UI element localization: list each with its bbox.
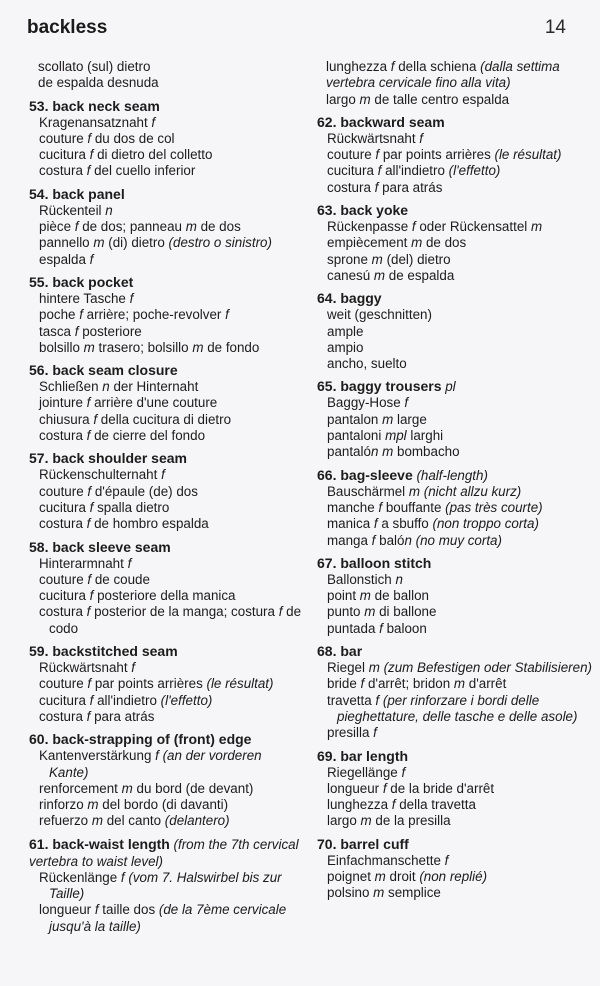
dictionary-entry <box>29 362 304 444</box>
translation-line: longueur f de la bride d'arrêt <box>327 780 495 796</box>
translation-line: hintere Tasche f <box>39 290 134 306</box>
entry-note: pl <box>441 379 456 395</box>
dictionary-entry <box>29 186 304 268</box>
translation-line: costura f del cuello inferior <box>39 163 196 179</box>
translation-line: costura f de cierre del fondo <box>39 428 206 444</box>
dictionary-entry <box>317 467 592 549</box>
entry-term: back yoke <box>340 202 409 219</box>
translation-line: Rückenlänge f (vom 7. Halswirbel bis zur Taille) <box>39 869 282 901</box>
entry-headword <box>29 731 304 748</box>
continuation-line: largo m de talle centro espalda <box>326 91 510 107</box>
translation-line: Kragenansatznaht f <box>39 114 156 130</box>
translation-line: ample <box>327 323 364 339</box>
translation-line: couture f d'épaule (de) dos <box>39 483 198 499</box>
entry-term: back neck seam <box>52 97 160 114</box>
entry-term: baggy <box>340 290 382 307</box>
entry-number: 66. <box>317 466 341 483</box>
translation-line: tasca f posteriore <box>39 323 142 339</box>
translation-line: Hinterarmnaht f <box>39 555 132 571</box>
continuation-block <box>29 59 304 92</box>
translation-line: chiusura f della cucitura di dietro <box>39 411 232 427</box>
continuation-line: lunghezza f della schiena (dalla settima vertebra cervicale fino alla vita) <box>326 59 560 91</box>
dictionary-entry <box>317 290 592 372</box>
dictionary-entry <box>317 555 592 637</box>
translation-line: poignet m droit (non replié) <box>327 868 488 884</box>
translation-line: Rückenschulternaht f <box>39 467 165 483</box>
dictionary-entry <box>29 98 304 180</box>
entry-term: bar length <box>340 747 409 764</box>
dictionary-entry <box>317 836 592 902</box>
entry-term: baggy trousers <box>340 378 442 395</box>
entry-number: 70. <box>317 835 341 852</box>
entry-headword <box>317 555 592 572</box>
translation-line: Riegellänge f <box>327 764 406 780</box>
left-column <box>29 59 304 941</box>
translation-line: Rückwärtsnaht f <box>39 660 136 676</box>
entry-term: back pocket <box>52 273 134 290</box>
continuation-block <box>317 59 592 108</box>
entry-term: bag-sleeve <box>340 466 413 483</box>
entry-number: 53. <box>29 97 53 114</box>
translation-line: costura f para atrás <box>39 708 155 724</box>
translation-line: polsino m semplice <box>327 885 441 901</box>
translation-line: costura f para atrás <box>327 179 443 195</box>
entry-headword <box>317 836 592 853</box>
entry-headword <box>317 643 592 660</box>
translation-line: couture f de coude <box>39 571 150 587</box>
translation-line: lunghezza f della travetta <box>327 797 476 813</box>
translation-line: jointure f arrière d'une couture <box>39 395 218 411</box>
translation-line: travetta f (per rinforzare i bordi delle pieghettature, delle tasche e delle asole) <box>327 692 578 724</box>
entry-number: 60. <box>29 731 53 748</box>
entry-headword <box>29 362 304 379</box>
translation-line: Rückenteil n <box>39 202 113 218</box>
translation-line: point m de ballon <box>327 588 429 604</box>
entry-headword <box>29 539 304 556</box>
running-head: backless <box>27 17 108 38</box>
page-number: 14 <box>544 17 566 38</box>
translation-line: ampio <box>327 339 364 355</box>
translation-line: manica f a sbuffo (non troppo corta) <box>327 516 539 532</box>
entry-term: barrel cuff <box>340 835 409 852</box>
translation-line: rinforzo m del bordo (di davanti) <box>39 797 229 813</box>
entry-term: back shoulder seam <box>52 450 187 467</box>
translation-line: cucitura f all'indietro (l'effetto) <box>39 692 213 708</box>
entry-note: (from the 7th cervical vertebra to waist level) <box>29 836 299 869</box>
entry-term: back sleeve seam <box>52 538 171 555</box>
entry-note: (half-length) <box>412 467 488 483</box>
translation-line: pantalon m large <box>327 411 427 427</box>
translation-line: longueur f taille dos (de la 7ème cervicale jusqu'à la taille) <box>39 902 287 934</box>
translation-line: bride f d'arrêt; bridon m d'arrêt <box>327 676 507 692</box>
entry-term: backstitched seam <box>52 643 178 660</box>
translation-line: bolsillo m trasero; bolsillo m de fondo <box>39 339 260 355</box>
entry-term: back-waist length <box>52 835 170 852</box>
dictionary-entry <box>317 202 592 284</box>
dictionary-entry <box>29 731 304 829</box>
entry-number: 57. <box>29 450 53 467</box>
translation-line: presilla f <box>327 725 377 741</box>
page-header <box>0 0 600 50</box>
translation-line: cucitura f di dietro del colletto <box>39 147 213 163</box>
translation-line: Ballonstich n <box>327 571 403 587</box>
translation-line: couture f par points arrières (le résultat) <box>39 676 274 692</box>
entry-headword <box>29 186 304 203</box>
right-column <box>317 59 592 908</box>
dictionary-entry <box>317 748 592 830</box>
entry-number: 69. <box>317 747 341 764</box>
translation-line: manche f bouffante (pas très courte) <box>327 499 543 515</box>
entry-number: 58. <box>29 538 53 555</box>
translation-line: Kantenverstärkung f (an der vorderen Kante) <box>39 748 262 780</box>
translation-line: weit (geschnitten) <box>327 307 432 323</box>
dictionary-entry <box>317 378 592 460</box>
entry-headword <box>317 378 592 395</box>
dictionary-entry <box>317 643 592 741</box>
translation-line: largo m de la presilla <box>327 813 451 829</box>
dictionary-entry <box>29 836 304 935</box>
entry-headword <box>29 643 304 660</box>
translation-line: pantalón m bombacho <box>327 444 460 460</box>
entry-headword <box>317 114 592 131</box>
entry-term: balloon stitch <box>340 554 432 571</box>
translation-line: Riegel m (zum Befestigen oder Stabilisieren) <box>327 660 592 676</box>
continuation-line: de espalda desnuda <box>38 75 159 91</box>
translation-line: refuerzo m del canto (delantero) <box>39 813 230 829</box>
dictionary-entry <box>317 114 592 196</box>
entry-term: bar <box>340 643 363 660</box>
translation-line: Rückwärtsnaht f <box>327 130 424 146</box>
entry-number: 56. <box>29 362 53 379</box>
entry-number: 62. <box>317 113 341 130</box>
translation-line: costura f de hombro espalda <box>39 516 209 532</box>
translation-line: Baggy-Hose f <box>327 395 409 411</box>
translation-line: cucitura f all'indietro (l'effetto) <box>327 163 501 179</box>
entry-number: 68. <box>317 643 341 660</box>
entry-term: back-strapping of (front) edge <box>52 731 252 748</box>
dictionary-entry <box>29 450 304 532</box>
translation-line: empiècement m de dos <box>327 235 467 251</box>
entry-headword <box>317 748 592 765</box>
translation-line: pannello m (di) dietro (destro o sinistro) <box>39 235 272 251</box>
translation-line: Schließen n der Hinternaht <box>39 379 199 395</box>
continuation-line: scollato (sul) dietro <box>38 59 151 74</box>
entry-number: 67. <box>317 554 341 571</box>
entry-headword <box>29 274 304 291</box>
entry-term: backward seam <box>340 113 445 130</box>
entry-headword <box>29 98 304 115</box>
translation-line: renforcement m du bord (de devant) <box>39 780 254 796</box>
translation-line: cucitura f posteriore della manica <box>39 588 236 604</box>
entry-number: 54. <box>29 185 53 202</box>
dictionary-entry <box>29 274 304 356</box>
translation-line: Rückenpasse f oder Rückensattel m <box>327 219 543 235</box>
dictionary-entry <box>29 643 304 725</box>
entry-term: back panel <box>52 185 125 202</box>
translation-line: poche f arrière; poche-revolver f <box>39 307 229 323</box>
translation-line: punto m di ballone <box>327 604 437 620</box>
translation-line: Einfachmanschette f <box>327 852 449 868</box>
entry-number: 64. <box>317 290 341 307</box>
entry-headword <box>29 836 304 870</box>
translation-line: pièce f de dos; panneau m de dos <box>39 219 241 235</box>
entry-number: 59. <box>29 643 53 660</box>
entry-headword <box>317 202 592 219</box>
entry-number: 63. <box>317 202 341 219</box>
entry-headword <box>317 290 592 307</box>
translation-line: costura f posterior de la manga; costura f de codo <box>39 604 302 636</box>
entry-number: 61. <box>29 835 53 852</box>
translation-line: ancho, suelto <box>327 356 407 372</box>
translation-line: canesú m de espalda <box>327 267 455 283</box>
translation-line: cucitura f spalla dietro <box>39 499 170 515</box>
entry-number: 65. <box>317 378 341 395</box>
translation-line: Bauschärmel m (nicht allzu kurz) <box>327 483 522 499</box>
entry-headword <box>29 450 304 467</box>
entry-headword <box>317 467 592 484</box>
translation-line: manga f balón (no muy corta) <box>327 532 502 548</box>
translation-line: couture f par points arrières (le résultat) <box>327 147 562 163</box>
translation-line: couture f du dos de col <box>39 130 175 146</box>
dictionary-entry <box>29 539 304 637</box>
entry-number: 55. <box>29 273 53 290</box>
entry-term: back seam closure <box>52 362 178 379</box>
translation-line: pantaloni mpl larghi <box>327 428 444 444</box>
translation-line: puntada f baloon <box>327 620 427 636</box>
translation-line: espalda f <box>39 251 94 267</box>
translation-line: sprone m (del) dietro <box>327 251 451 267</box>
